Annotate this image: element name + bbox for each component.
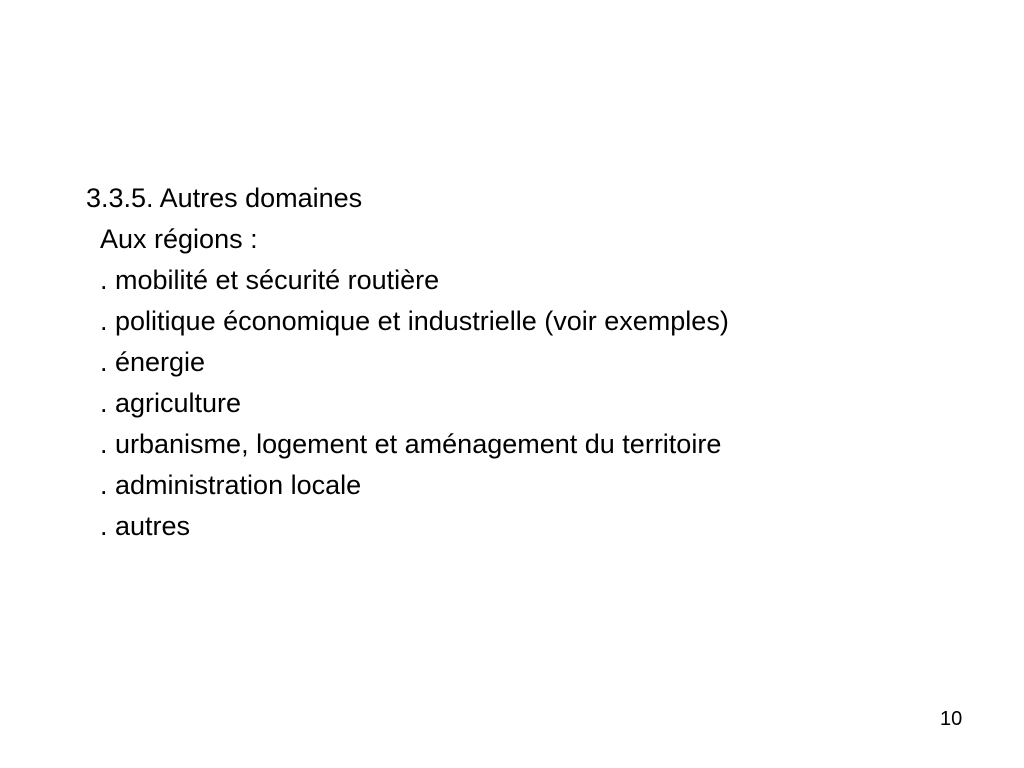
list-item: . mobilité et sécurité routière <box>100 265 440 295</box>
page-number: 10 <box>940 708 963 730</box>
list-item: . autres <box>100 511 191 541</box>
list-item: . administration locale <box>100 470 362 500</box>
section-heading: 3.3.5. Autres domaines <box>86 183 363 213</box>
list-item: . agriculture <box>100 388 242 418</box>
slide-content <box>86 178 729 547</box>
list-item: . énergie <box>100 347 206 377</box>
list-item: . politique économique et industrielle (voir exemples) <box>100 306 729 336</box>
list-item: . urbanisme, logement et aménagement du territoire <box>100 429 722 459</box>
subheading: Aux régions : <box>100 224 258 254</box>
domain-list <box>86 260 729 547</box>
